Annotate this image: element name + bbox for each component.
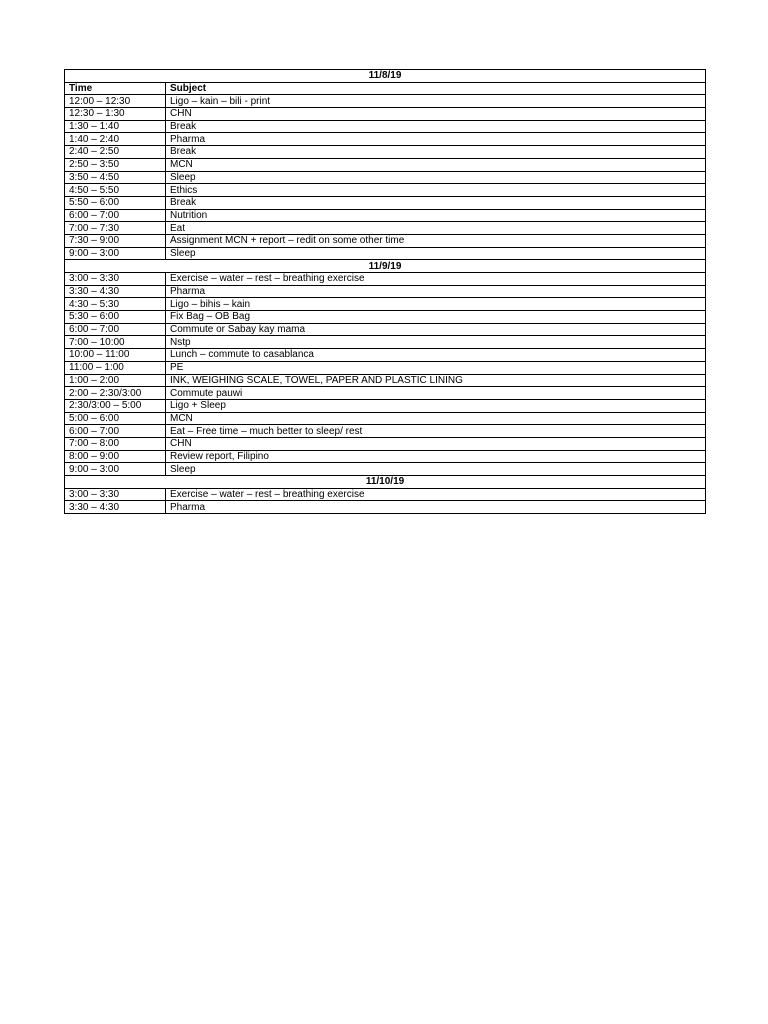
subject-cell: Nutrition bbox=[166, 209, 706, 222]
time-cell: 2:30/3:00 – 5:00 bbox=[65, 399, 166, 412]
table-row bbox=[65, 146, 706, 159]
time-cell: 2:00 – 2:30/3:00 bbox=[65, 387, 166, 400]
time-cell: 8:00 – 9:00 bbox=[65, 450, 166, 463]
table-row bbox=[65, 387, 706, 400]
subject-cell: Commute pauwi bbox=[166, 387, 706, 400]
table-row bbox=[65, 501, 706, 514]
time-column-header: Time bbox=[65, 82, 166, 95]
table-row bbox=[65, 273, 706, 286]
table-row bbox=[65, 247, 706, 260]
date-heading: 11/9/19 bbox=[65, 260, 706, 273]
time-cell: 4:50 – 5:50 bbox=[65, 184, 166, 197]
table-row bbox=[65, 184, 706, 197]
subject-cell: Ethics bbox=[166, 184, 706, 197]
time-cell: 3:00 – 3:30 bbox=[65, 273, 166, 286]
table-row bbox=[65, 196, 706, 209]
subject-cell: CHN bbox=[166, 437, 706, 450]
time-cell: 7:30 – 9:00 bbox=[65, 234, 166, 247]
table-row bbox=[65, 323, 706, 336]
time-cell: 11:00 – 1:00 bbox=[65, 361, 166, 374]
time-cell: 6:00 – 7:00 bbox=[65, 323, 166, 336]
time-cell: 5:50 – 6:00 bbox=[65, 196, 166, 209]
date-heading: 11/8/19 bbox=[65, 70, 706, 83]
subject-cell: Eat bbox=[166, 222, 706, 235]
table-row bbox=[65, 209, 706, 222]
table-row bbox=[65, 361, 706, 374]
subject-column-header: Subject bbox=[166, 82, 706, 95]
time-cell: 5:30 – 6:00 bbox=[65, 311, 166, 324]
time-cell: 7:00 – 10:00 bbox=[65, 336, 166, 349]
time-cell: 5:00 – 6:00 bbox=[65, 412, 166, 425]
table-row bbox=[65, 412, 706, 425]
header-row bbox=[65, 82, 706, 95]
table-row bbox=[65, 222, 706, 235]
time-cell: 3:50 – 4:50 bbox=[65, 171, 166, 184]
time-cell: 1:30 – 1:40 bbox=[65, 120, 166, 133]
time-cell: 10:00 – 11:00 bbox=[65, 349, 166, 362]
subject-cell: Fix Bag – OB Bag bbox=[166, 311, 706, 324]
subject-cell: Break bbox=[166, 196, 706, 209]
table-row bbox=[65, 108, 706, 121]
table-row bbox=[65, 399, 706, 412]
table-row bbox=[65, 311, 706, 324]
subject-cell: Break bbox=[166, 120, 706, 133]
subject-cell: Ligo – bihis – kain bbox=[166, 298, 706, 311]
subject-cell: MCN bbox=[166, 158, 706, 171]
subject-cell: Sleep bbox=[166, 247, 706, 260]
subject-cell: Review report, Filipino bbox=[166, 450, 706, 463]
subject-cell: Exercise – water – rest – breathing exercise bbox=[166, 488, 706, 501]
time-cell: 7:00 – 7:30 bbox=[65, 222, 166, 235]
subject-cell: Exercise – water – rest – breathing exercise bbox=[166, 273, 706, 286]
table-row bbox=[65, 374, 706, 387]
subject-cell: MCN bbox=[166, 412, 706, 425]
time-cell: 7:00 – 8:00 bbox=[65, 437, 166, 450]
subject-cell: Ligo + Sleep bbox=[166, 399, 706, 412]
schedule-table bbox=[64, 69, 706, 514]
subject-cell: Pharma bbox=[166, 501, 706, 514]
table-row bbox=[65, 133, 706, 146]
date-row bbox=[65, 476, 706, 489]
subject-cell: Break bbox=[166, 146, 706, 159]
table-row bbox=[65, 285, 706, 298]
table-row bbox=[65, 158, 706, 171]
subject-cell: Sleep bbox=[166, 463, 706, 476]
date-row bbox=[65, 70, 706, 83]
subject-cell: Nstp bbox=[166, 336, 706, 349]
subject-cell: CHN bbox=[166, 108, 706, 121]
subject-cell: Pharma bbox=[166, 133, 706, 146]
time-cell: 12:00 – 12:30 bbox=[65, 95, 166, 108]
table-row bbox=[65, 336, 706, 349]
table-row bbox=[65, 298, 706, 311]
time-cell: 9:00 – 3:00 bbox=[65, 463, 166, 476]
table-row bbox=[65, 463, 706, 476]
subject-cell: Eat – Free time – much better to sleep/ rest bbox=[166, 425, 706, 438]
table-row bbox=[65, 120, 706, 133]
time-cell: 6:00 – 7:00 bbox=[65, 425, 166, 438]
schedule-body bbox=[65, 70, 706, 514]
time-cell: 2:40 – 2:50 bbox=[65, 146, 166, 159]
table-row bbox=[65, 437, 706, 450]
table-row bbox=[65, 171, 706, 184]
time-cell: 3:00 – 3:30 bbox=[65, 488, 166, 501]
subject-cell: Commute or Sabay kay mama bbox=[166, 323, 706, 336]
subject-cell: INK, WEIGHING SCALE, TOWEL, PAPER AND PLASTIC LINING bbox=[166, 374, 706, 387]
time-cell: 1:40 – 2:40 bbox=[65, 133, 166, 146]
time-cell: 1:00 – 2:00 bbox=[65, 374, 166, 387]
subject-cell: Ligo – kain – bili - print bbox=[166, 95, 706, 108]
date-heading: 11/10/19 bbox=[65, 476, 706, 489]
time-cell: 9:00 – 3:00 bbox=[65, 247, 166, 260]
table-row bbox=[65, 488, 706, 501]
time-cell: 4:30 – 5:30 bbox=[65, 298, 166, 311]
subject-cell: Sleep bbox=[166, 171, 706, 184]
subject-cell: Assignment MCN + report – redit on some other time bbox=[166, 234, 706, 247]
table-row bbox=[65, 349, 706, 362]
subject-cell: Pharma bbox=[166, 285, 706, 298]
table-row bbox=[65, 234, 706, 247]
subject-cell: PE bbox=[166, 361, 706, 374]
time-cell: 12:30 – 1:30 bbox=[65, 108, 166, 121]
subject-cell: Lunch – commute to casablanca bbox=[166, 349, 706, 362]
time-cell: 6:00 – 7:00 bbox=[65, 209, 166, 222]
time-cell: 2:50 – 3:50 bbox=[65, 158, 166, 171]
table-row bbox=[65, 95, 706, 108]
table-row bbox=[65, 450, 706, 463]
time-cell: 3:30 – 4:30 bbox=[65, 285, 166, 298]
time-cell: 3:30 – 4:30 bbox=[65, 501, 166, 514]
table-row bbox=[65, 425, 706, 438]
date-row bbox=[65, 260, 706, 273]
